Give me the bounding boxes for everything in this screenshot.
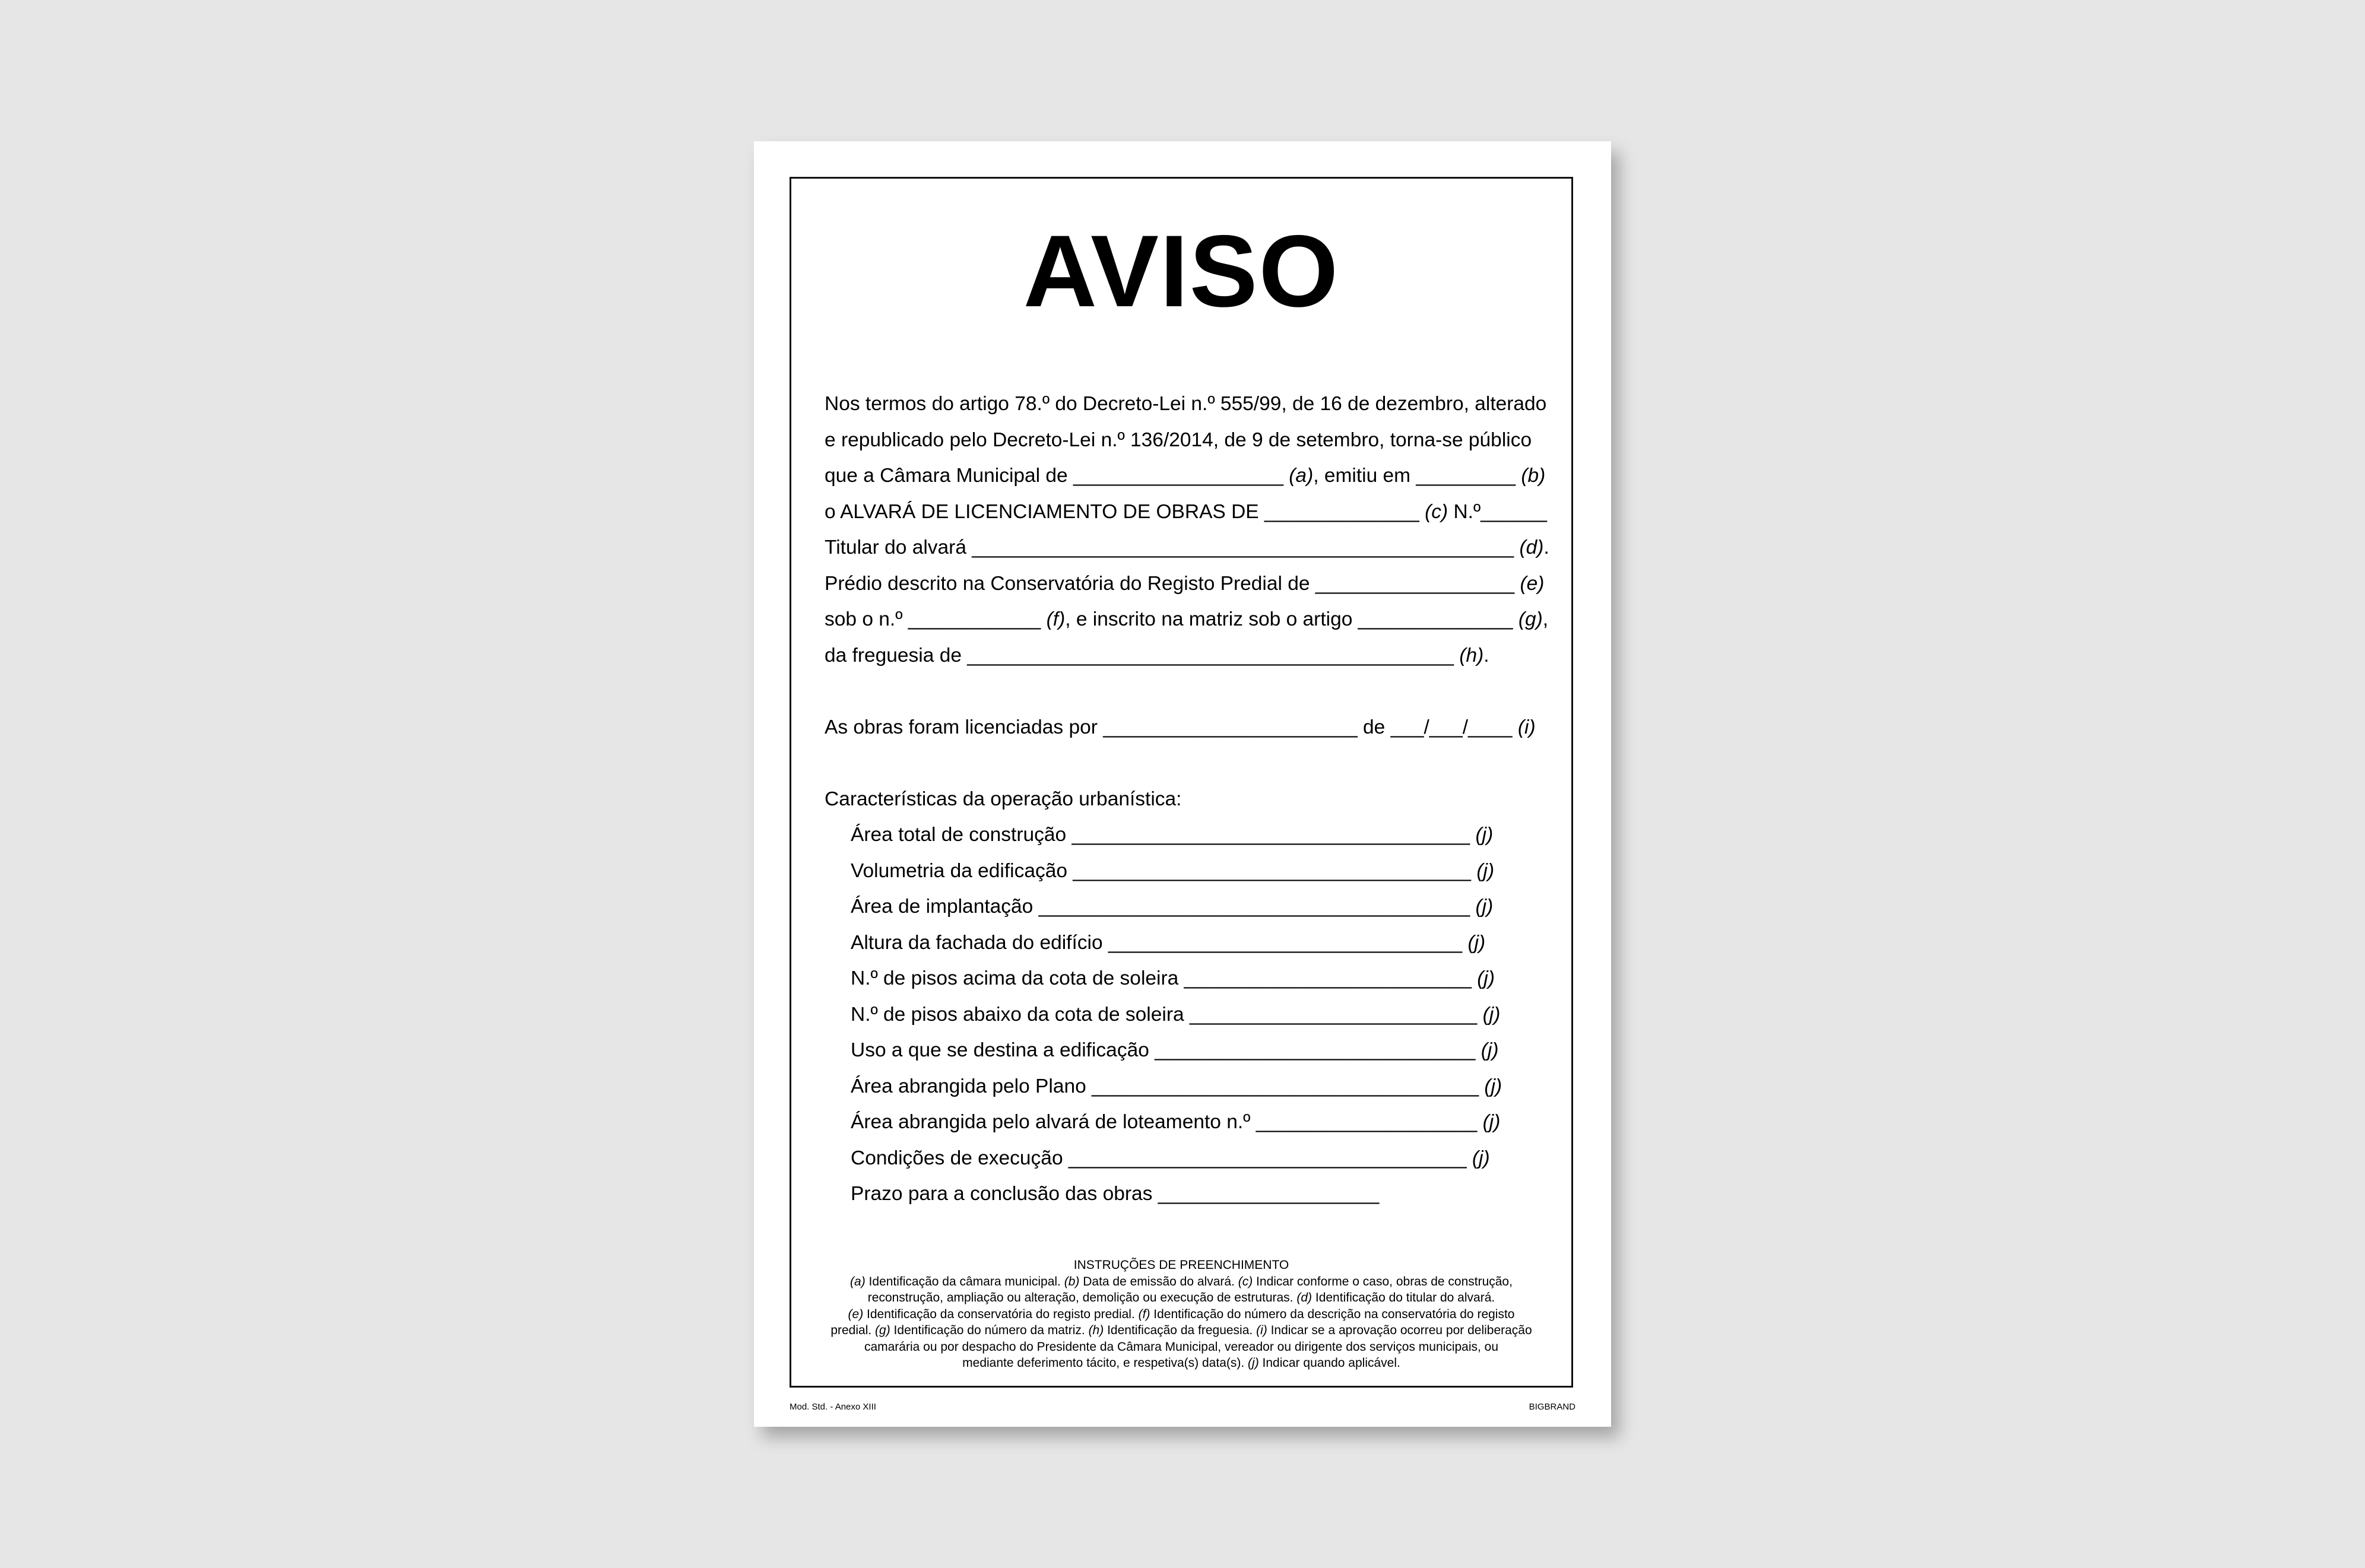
sob-mid: , e inscrito na matriz sob o artigo ______________	[1065, 608, 1518, 630]
instruction-text: Identificação da freguesia.	[1104, 1323, 1257, 1337]
obras-line	[825, 710, 1543, 746]
feature-label: Prazo para a conclusão das obras ____________________	[851, 1183, 1380, 1205]
ref-a: (a)	[1289, 465, 1314, 487]
feature-line	[825, 925, 1543, 961]
camara-mid: , emitiu em _________	[1313, 465, 1521, 487]
feature-label: Uso a que se destina a edificação _____________________________	[851, 1039, 1481, 1061]
instruction-line	[803, 1322, 1559, 1339]
instruction-line	[803, 1355, 1559, 1372]
ref-j: (j)	[1472, 1147, 1490, 1169]
alvara-end: N.º______	[1448, 500, 1547, 523]
paragraph-line: Nos termos do artigo 78.º do Decreto-Lei n.º 555/99, de 16 de dezembro, alterado	[825, 393, 1547, 415]
feature-line	[825, 1141, 1543, 1177]
feature-label: Área abrangida pelo Plano ___________________________________	[851, 1075, 1485, 1097]
ref-j: (j)	[1476, 859, 1495, 882]
camara-line	[825, 458, 1546, 494]
instruction-text: Identificação do número da matriz.	[890, 1323, 1089, 1337]
instruction-ref: (d)	[1296, 1291, 1313, 1304]
instruction-ref: (h)	[1088, 1323, 1104, 1337]
sob-end: ,	[1542, 608, 1549, 630]
freguesia-end: .	[1483, 644, 1489, 666]
notice-sheet	[754, 141, 1611, 1427]
instruction-text: predial.	[830, 1323, 876, 1337]
instruction-line	[803, 1290, 1559, 1306]
ref-j: (j)	[1482, 1003, 1501, 1026]
titular-text: Titular do alvará _________________________________________________	[825, 537, 1520, 558]
notice-title: AVISO	[1023, 214, 1340, 328]
sob-line	[825, 602, 1549, 638]
feature-label: N.º de pisos abaixo da cota de soleira __________________________	[851, 1003, 1483, 1026]
instructions-title: INSTRUÇÕES DE PREENCHIMENTO	[1073, 1258, 1289, 1272]
instruction-text: Indicar se a aprovação ocorreu por deliberação	[1267, 1323, 1532, 1337]
ref-j: (j)	[1475, 824, 1494, 846]
feature-line	[825, 997, 1543, 1033]
ref-e: (e)	[1520, 572, 1545, 595]
ref-b: (b)	[1521, 465, 1546, 487]
feature-label: Área abrangida pelo alvará de loteamento n.º ____________________	[851, 1111, 1483, 1133]
notice-border	[790, 177, 1573, 1388]
feature-label: N.º de pisos acima da cota de soleira __________________________	[851, 967, 1478, 989]
obras-text: As obras foram licenciadas por _______________________ de ___/___/____	[825, 716, 1518, 738]
instruction-text: Indicar conforme o caso, obras de construção,	[1253, 1274, 1513, 1288]
instructions-block	[803, 1257, 1559, 1372]
feature-label: Área de implantação _______________________________________	[851, 896, 1476, 918]
ref-g: (g)	[1518, 608, 1543, 630]
instruction-text: Identificação do titular do alvará.	[1312, 1291, 1495, 1304]
titular-line	[825, 530, 1549, 566]
ref-h: (h)	[1459, 644, 1484, 666]
form-model-label: Mod. Std. - Anexo XIII	[790, 1402, 876, 1412]
predio-line	[825, 566, 1543, 602]
feature-line	[825, 1033, 1543, 1069]
feature-line	[825, 1104, 1543, 1141]
brand-label: BIGBRAND	[1529, 1402, 1575, 1412]
ref-i: (i)	[1517, 716, 1536, 738]
instruction-ref: (j)	[1248, 1356, 1259, 1370]
instruction-ref: (i)	[1256, 1323, 1267, 1337]
ref-j: (j)	[1482, 1111, 1501, 1133]
feature-line	[825, 961, 1543, 997]
instruction-ref: (f)	[1138, 1307, 1150, 1321]
titular-end: .	[1543, 537, 1549, 558]
freguesia-line	[825, 638, 1543, 674]
instruction-text: Identificação da câmara municipal.	[865, 1274, 1064, 1288]
spacer	[825, 674, 1543, 710]
feature-line	[825, 817, 1543, 853]
notice-body	[825, 386, 1549, 1212]
features-heading: Características da operação urbanística:	[825, 788, 1182, 810]
instruction-ref: (a)	[850, 1274, 866, 1288]
ref-j: (j)	[1467, 931, 1486, 954]
instructions-text	[803, 1274, 1559, 1372]
instruction-text: Data de emissão do alvará.	[1079, 1274, 1238, 1288]
feature-line	[825, 889, 1543, 925]
sob-text: sob o n.º ____________	[825, 608, 1047, 630]
predio-text: Prédio descrito na Conservatória do Registo Predial de __________________	[825, 572, 1520, 595]
ref-c: (c)	[1425, 500, 1448, 523]
camara-text: que a Câmara Municipal de ___________________	[825, 465, 1289, 487]
instruction-text: reconstrução, ampliação ou alteração, demolição ou execução de estruturas.	[867, 1291, 1297, 1304]
spacer	[825, 745, 1543, 782]
ref-j: (j)	[1477, 967, 1495, 989]
instruction-text: mediante deferimento tácito, e respetiva(s) data(s).	[962, 1356, 1248, 1370]
alvara-text: o ALVARÁ DE LICENCIAMENTO DE OBRAS DE ______________	[825, 500, 1425, 523]
ref-j: (j)	[1484, 1075, 1502, 1097]
feature-label: Área total de construção ____________________________________	[851, 824, 1476, 846]
instruction-text: Identificação do número da descrição na conservatória do registo	[1150, 1307, 1515, 1321]
ref-j: (j)	[1475, 896, 1494, 918]
feature-label: Volumetria da edificação ____________________________________	[851, 859, 1477, 882]
ref-f: (f)	[1046, 608, 1066, 630]
instruction-ref: (c)	[1238, 1274, 1253, 1288]
instruction-line	[803, 1306, 1559, 1323]
feature-line	[825, 853, 1543, 890]
instruction-ref: (g)	[875, 1323, 890, 1337]
freguesia-text: da freguesia de ____________________________________________	[825, 644, 1460, 666]
feature-label: Condições de execução ____________________________________	[851, 1147, 1472, 1169]
instruction-ref: (e)	[848, 1307, 864, 1321]
feature-line	[825, 1176, 1543, 1212]
paragraph-line: e republicado pelo Decreto-Lei n.º 136/2014, de 9 de setembro, torna-se público	[825, 428, 1532, 451]
alvara-line	[825, 494, 1547, 531]
instruction-text: camarária ou por despacho do Presidente da Câmara Municipal, vereador ou dirigente dos serviços municipais, ou	[864, 1340, 1499, 1354]
ref-j: (j)	[1480, 1039, 1499, 1061]
feature-label: Altura da fachada do edifício ________________________________	[851, 931, 1468, 954]
ref-d: (d)	[1519, 537, 1544, 558]
instruction-text: Identificação da conservatória do registo predial.	[863, 1307, 1139, 1321]
instruction-line	[803, 1339, 1559, 1356]
instruction-line	[803, 1274, 1559, 1290]
instruction-ref: (b)	[1064, 1274, 1080, 1288]
instruction-text: Indicar quando aplicável.	[1258, 1356, 1400, 1370]
feature-line	[825, 1069, 1543, 1105]
